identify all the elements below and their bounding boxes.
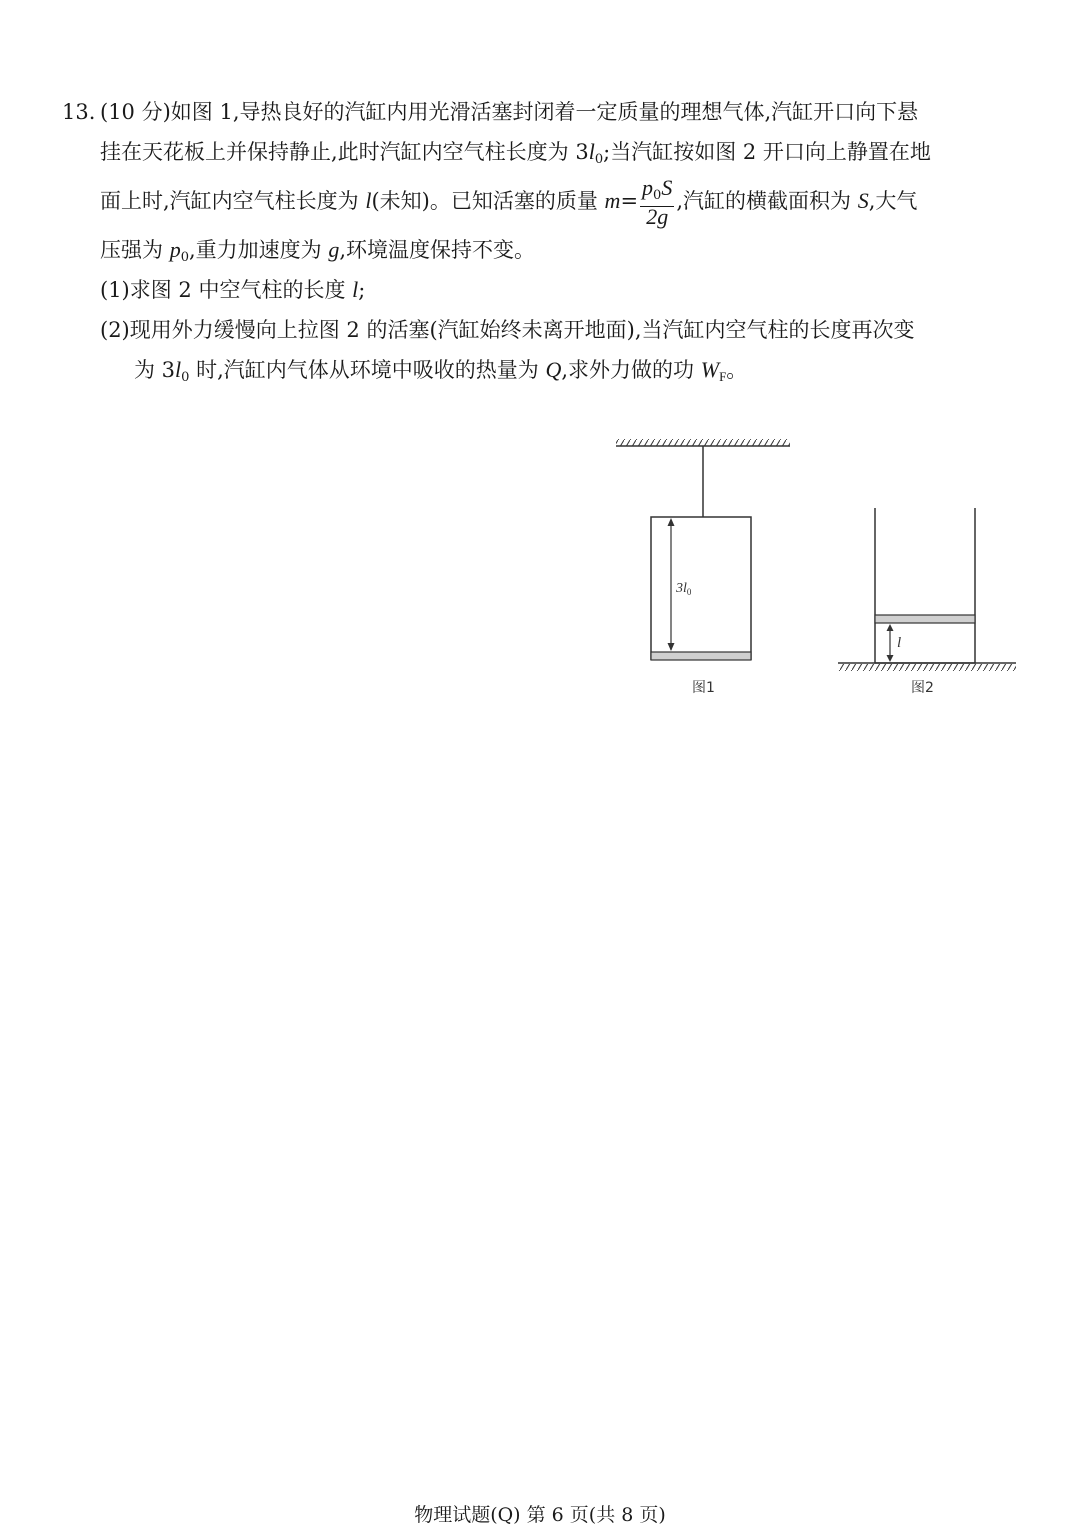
fig2-length-label: l <box>897 635 902 651</box>
figure-cylinders <box>600 430 1030 720</box>
var-l: l <box>365 188 372 213</box>
problem-text-3a: 面上时,汽缸内空气柱长度为 <box>100 189 366 213</box>
question-2-text-c: ,求外力做的功 <box>561 358 701 382</box>
var-p: p <box>169 237 181 262</box>
fraction-numerator <box>640 175 674 207</box>
var-S: S <box>661 175 673 200</box>
var-sub-F: F <box>719 369 727 384</box>
var-g: g <box>328 237 340 262</box>
var-Q: Q <box>545 357 562 382</box>
fig1-caption: 图1 <box>692 680 715 696</box>
var-l: l <box>588 139 595 164</box>
fig1-length-label: $3l_0$ <box>676 581 692 597</box>
var-l: l <box>352 277 359 302</box>
problem-number: 13. <box>62 100 96 124</box>
fraction-denominator: 2g <box>646 204 669 229</box>
equals-sign: = <box>620 189 639 213</box>
fig1-ceiling <box>616 439 790 446</box>
fig2-length-arrow <box>887 624 894 662</box>
problem-text-4b: ,重力加速度为 <box>188 238 329 262</box>
question-1 <box>62 270 1022 310</box>
question-2-line-1 <box>62 310 1022 350</box>
mass-fraction <box>640 175 674 229</box>
page-footer: 物理试题(Q) 第 6 页(共 8 页) <box>414 1504 666 1526</box>
problem-line-4 <box>62 230 1022 270</box>
var-m: m <box>604 188 621 213</box>
question-2-line-2 <box>62 350 1022 390</box>
problem-text-4c: ,环境温度保持不变。 <box>339 238 536 262</box>
var-sub-0: 0 <box>180 250 189 265</box>
fig1-cylinder <box>651 517 751 660</box>
problem-line-2 <box>62 132 1022 172</box>
problem-line-1 <box>62 92 1022 132</box>
problem-text-1: (10 分)如图 1,导热良好的汽缸内用光滑活塞封闭着一定质量的理想气体,汽缸开口向下悬 <box>100 100 919 124</box>
var-sub-0: 0 <box>653 188 662 203</box>
cylinder-diagram <box>600 430 1030 720</box>
problem-text-4a: 压强为 <box>100 238 170 262</box>
problem-text-3e: ,大气 <box>868 189 918 213</box>
problem-13 <box>62 92 1022 390</box>
problem-text-2d: ;当汽缸按如图 2 开口向上静置在地 <box>603 140 931 164</box>
var-sub-0: 0 <box>181 370 190 385</box>
var-l: l <box>175 357 182 382</box>
fig2-floor <box>838 663 1016 671</box>
var-p: p <box>642 175 654 200</box>
fig1-length-arrow <box>668 518 675 651</box>
problem-text-3c: (未知)。已知活塞的质量 <box>371 189 605 213</box>
question-2-text-b: 时,汽缸内气体从环境中吸收的热量为 <box>189 358 546 382</box>
var-sub-0: 0 <box>594 152 604 167</box>
problem-text-2a: 挂在天花板上并保持静止,此时汽缸内空气柱长度为 3 <box>100 140 589 164</box>
problem-text-3d: ,汽缸的横截面积为 <box>676 189 858 213</box>
problem-line-3 <box>62 172 1022 230</box>
question-1-text: (1)求图 2 中空气柱的长度 <box>100 278 353 302</box>
fig1-piston <box>651 652 751 660</box>
question-2-text-d: 。 <box>726 358 748 382</box>
var-S: S <box>857 188 869 213</box>
question-1-end: ; <box>358 278 366 302</box>
question-2-text-a: 为 3 <box>134 358 176 382</box>
question-2-text: (2)现用外力缓慢向上拉图 2 的活塞(汽缸始终未离开地面),当汽缸内空气柱的长度再次变 <box>100 318 915 342</box>
fig2-caption: 图2 <box>911 680 934 696</box>
var-W: W <box>700 357 720 382</box>
fig2-piston <box>875 615 975 623</box>
